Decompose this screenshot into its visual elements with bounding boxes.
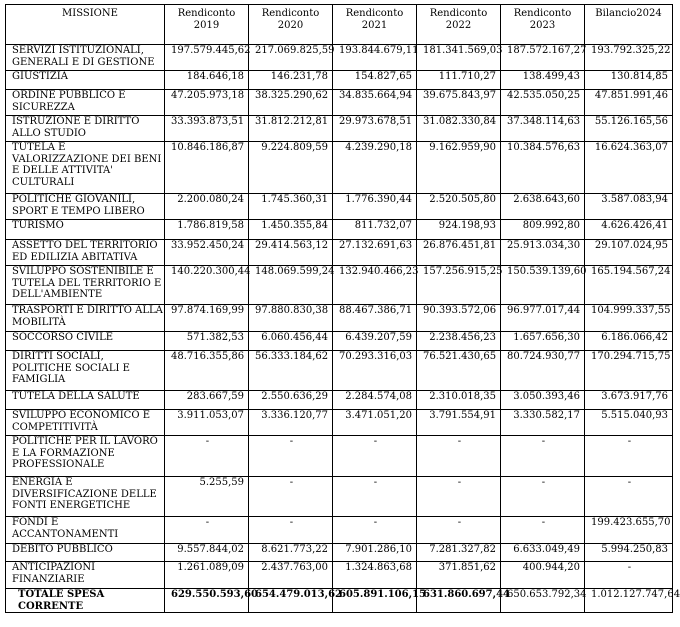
amount-cell: 56.333.184,62 [249, 351, 333, 391]
table-row [6, 351, 673, 391]
amount-cell: 55.126.165,56 [585, 116, 673, 142]
amount-cell: 3.336.120,77 [249, 410, 333, 436]
amount-cell: 6.633.049,49 [501, 544, 585, 562]
amount-cell: 3.673.917,76 [585, 391, 673, 410]
amount-cell: - [417, 436, 501, 477]
amount-cell: 34.835.664,94 [333, 90, 417, 116]
amount-cell: 1.261.089,09 [165, 562, 249, 589]
amount-cell: 4.626.426,41 [585, 220, 673, 240]
table-row [6, 142, 673, 194]
mission-name: ENERGIA E DIVERSIFICAZIONE DELLE FONTI ENERGETICHE [6, 477, 165, 517]
header-2021: Rendiconto 2021 [333, 5, 417, 45]
amount-cell: 4.239.290,18 [333, 142, 417, 194]
amount-cell: 29.414.563,12 [249, 240, 333, 266]
amount-cell: 10.846.186,87 [165, 142, 249, 194]
header-2020: Rendiconto 2020 [249, 5, 333, 45]
amount-cell: 170.294.715,75 [585, 351, 673, 391]
amount-cell: 90.393.572,06 [417, 305, 501, 332]
amount-cell: 571.382,53 [165, 332, 249, 351]
header-2023: Rendiconto 2023 [501, 5, 585, 45]
spesa-corrente-table [5, 4, 680, 613]
amount-cell: 47.205.973,18 [165, 90, 249, 116]
mission-name: GIUSTIZIA [6, 71, 165, 90]
table-row [6, 562, 673, 589]
amount-cell: 31.082.330,84 [417, 116, 501, 142]
amount-cell: - [417, 477, 501, 517]
table-row [6, 266, 673, 305]
amount-cell: 1.776.390,44 [333, 194, 417, 220]
table-row [6, 305, 673, 332]
table-row [6, 240, 673, 266]
amount-cell: - [165, 436, 249, 477]
amount-cell: - [165, 517, 249, 544]
amount-cell: 193.792.325,22 [585, 45, 673, 71]
amount-cell: 6.439.207,59 [333, 332, 417, 351]
mission-name: DEBITO PUBBLICO [6, 544, 165, 562]
amount-cell: 42.535.050,25 [501, 90, 585, 116]
amount-cell: 5.994.250,83 [585, 544, 673, 562]
amount-cell: 154.827,65 [333, 71, 417, 90]
amount-cell: 5.255,59 [165, 477, 249, 517]
total-amount: 1.012.127.747,64 [585, 589, 673, 613]
amount-cell: 96.977.017,44 [501, 305, 585, 332]
amount-cell: - [333, 477, 417, 517]
amount-cell: 2.520.505,80 [417, 194, 501, 220]
amount-cell: 10.384.576,63 [501, 142, 585, 194]
header-2022: Rendiconto 2022 [417, 5, 501, 45]
amount-cell: 181.341.569,03 [417, 45, 501, 71]
mission-name: TRASPORTI E DIRITTO ALLA MOBILITÀ [6, 305, 165, 332]
total-label: TOTALE SPESA CORRENTE [6, 589, 165, 613]
amount-cell: 187.572.167,27 [501, 45, 585, 71]
amount-cell: 165.194.567,24 [585, 266, 673, 305]
amount-cell: 97.874.169,99 [165, 305, 249, 332]
mission-name: SVILUPPO SOSTENIBILE E TUTELA DEL TERRITORIO E DELL'AMBIENTE [6, 266, 165, 305]
amount-cell: 7.281.327,82 [417, 544, 501, 562]
amount-cell: 27.132.691,63 [333, 240, 417, 266]
amount-cell: 9.162.959,90 [417, 142, 501, 194]
amount-cell: 38.325.290,62 [249, 90, 333, 116]
mission-name: ISTRUZIONE E DIRITTO ALLO STUDIO [6, 116, 165, 142]
amount-cell: 193.844.679,11 [333, 45, 417, 71]
total-amount: 631.860.697,44 [417, 589, 501, 613]
mission-name: ORDINE PUBBLICO E SICUREZZA [6, 90, 165, 116]
header-mission: MISSIONE [6, 5, 165, 45]
mission-name: SOCCORSO CIVILE [6, 332, 165, 351]
amount-cell: 811.732,07 [333, 220, 417, 240]
amount-cell: - [501, 436, 585, 477]
amount-cell: 5.515.040,93 [585, 410, 673, 436]
amount-cell: 400.944,20 [501, 562, 585, 589]
amount-cell: 104.999.337,55 [585, 305, 673, 332]
total-row [6, 589, 673, 613]
mission-name: FONDI E ACCANTONAMENTI [6, 517, 165, 544]
amount-cell: - [333, 517, 417, 544]
amount-cell: 1.786.819,58 [165, 220, 249, 240]
amount-cell: 6.186.066,42 [585, 332, 673, 351]
amount-cell: 150.539.139,60 [501, 266, 585, 305]
amount-cell: 1.657.656,30 [501, 332, 585, 351]
amount-cell: 3.911.053,07 [165, 410, 249, 436]
amount-cell: - [249, 477, 333, 517]
total-amount: 605.891.106,15 [333, 589, 417, 613]
amount-cell: 80.724.930,77 [501, 351, 585, 391]
amount-cell: 48.716.355,86 [165, 351, 249, 391]
amount-cell: 138.499,43 [501, 71, 585, 90]
table-row [6, 71, 673, 90]
amount-cell: 924.198,93 [417, 220, 501, 240]
amount-cell: 7.901.286,10 [333, 544, 417, 562]
mission-name: SERVIZI ISTITUZIONALI, GENERALI E DI GESTIONE [6, 45, 165, 71]
amount-cell: 132.940.466,23 [333, 266, 417, 305]
amount-cell: 111.710,27 [417, 71, 501, 90]
amount-cell: 148.069.599,24 [249, 266, 333, 305]
amount-cell: 3.791.554,91 [417, 410, 501, 436]
mission-name: TUTELA DELLA SALUTE [6, 391, 165, 410]
amount-cell: 140.220.300,44 [165, 266, 249, 305]
amount-cell: 283.667,59 [165, 391, 249, 410]
amount-cell: 39.675.843,97 [417, 90, 501, 116]
amount-cell: 3.050.393,46 [501, 391, 585, 410]
amount-cell: 2.200.080,24 [165, 194, 249, 220]
amount-cell: 76.521.430,65 [417, 351, 501, 391]
header-2024: Bilancio2024 [585, 5, 673, 45]
amount-cell: - [417, 517, 501, 544]
table-row [6, 90, 673, 116]
amount-cell: 1.745.360,31 [249, 194, 333, 220]
amount-cell: 29.973.678,51 [333, 116, 417, 142]
mission-name: TURISMO [6, 220, 165, 240]
total-amount: 654.479.013,62 [249, 589, 333, 613]
amount-cell: 130.814,85 [585, 71, 673, 90]
amount-cell: 9.224.809,59 [249, 142, 333, 194]
table-row [6, 220, 673, 240]
amount-cell: 29.107.024,95 [585, 240, 673, 266]
amount-cell: 157.256.915,25 [417, 266, 501, 305]
table-row [6, 544, 673, 562]
amount-cell: 3.330.582,17 [501, 410, 585, 436]
amount-cell: - [249, 517, 333, 544]
amount-cell: - [249, 436, 333, 477]
amount-cell: 33.393.873,51 [165, 116, 249, 142]
table-row [6, 116, 673, 142]
amount-cell: 2.550.636,29 [249, 391, 333, 410]
amount-cell: 2.284.574,08 [333, 391, 417, 410]
amount-cell: 2.437.763,00 [249, 562, 333, 589]
table-row [6, 477, 673, 517]
amount-cell: 97.880.830,38 [249, 305, 333, 332]
amount-cell: 26.876.451,81 [417, 240, 501, 266]
total-amount: 629.550.593,60 [165, 589, 249, 613]
amount-cell: 25.913.034,30 [501, 240, 585, 266]
amount-cell: 33.952.450,24 [165, 240, 249, 266]
mission-name: DIRITTI SOCIALI, POLITICHE SOCIALI E FAMIGLIA [6, 351, 165, 391]
table-row [6, 45, 673, 71]
table-row [6, 410, 673, 436]
mission-name: ANTICIPAZIONI FINANZIARIE [6, 562, 165, 589]
mission-name: POLITICHE GIOVANILI, SPORT E TEMPO LIBERO [6, 194, 165, 220]
amount-cell: 3.471.051,20 [333, 410, 417, 436]
total-amount: 650.653.792,34 [501, 589, 585, 613]
amount-cell: 217.069.825,59 [249, 45, 333, 71]
amount-cell: 8.621.773,22 [249, 544, 333, 562]
amount-cell: 16.624.363,07 [585, 142, 673, 194]
table-row [6, 194, 673, 220]
amount-cell: 371.851,62 [417, 562, 501, 589]
amount-cell: - [585, 477, 673, 517]
amount-cell: 184.646,18 [165, 71, 249, 90]
table-row [6, 332, 673, 351]
amount-cell: 146.231,78 [249, 71, 333, 90]
amount-cell: - [501, 517, 585, 544]
amount-cell: 197.579.445,62 [165, 45, 249, 71]
amount-cell: 2.238.456,23 [417, 332, 501, 351]
amount-cell: 88.467.386,71 [333, 305, 417, 332]
table-row [6, 517, 673, 544]
header-2019: Rendiconto 2019 [165, 5, 249, 45]
amount-cell: 1.450.355,84 [249, 220, 333, 240]
amount-cell: - [501, 477, 585, 517]
amount-cell: - [333, 436, 417, 477]
amount-cell: 809.992,80 [501, 220, 585, 240]
table-row [6, 436, 673, 477]
amount-cell: 1.324.863,68 [333, 562, 417, 589]
amount-cell: 31.812.212,81 [249, 116, 333, 142]
amount-cell: - [585, 562, 673, 589]
mission-name: POLITICHE PER IL LAVORO E LA FORMAZIONE PROFESSIONALE [6, 436, 165, 477]
amount-cell: 2.310.018,35 [417, 391, 501, 410]
amount-cell: 3.587.083,94 [585, 194, 673, 220]
table-row [6, 391, 673, 410]
amount-cell: 199.423.655,70 [585, 517, 673, 544]
amount-cell: 2.638.643,60 [501, 194, 585, 220]
mission-name: ASSETTO DEL TERRITORIO ED EDILIZIA ABITATIVA [6, 240, 165, 266]
mission-name: TUTELA E VALORIZZAZIONE DEI BENI E DELLE ATTIVITA' CULTURALI [6, 142, 165, 194]
amount-cell: 9.557.844,02 [165, 544, 249, 562]
amount-cell: 47.851.991,46 [585, 90, 673, 116]
mission-name: SVILUPPO ECONOMICO E COMPETITIVITÀ [6, 410, 165, 436]
amount-cell: 37.348.114,63 [501, 116, 585, 142]
amount-cell: 70.293.316,03 [333, 351, 417, 391]
amount-cell: - [585, 436, 673, 477]
amount-cell: 6.060.456,44 [249, 332, 333, 351]
header-row [6, 5, 673, 45]
